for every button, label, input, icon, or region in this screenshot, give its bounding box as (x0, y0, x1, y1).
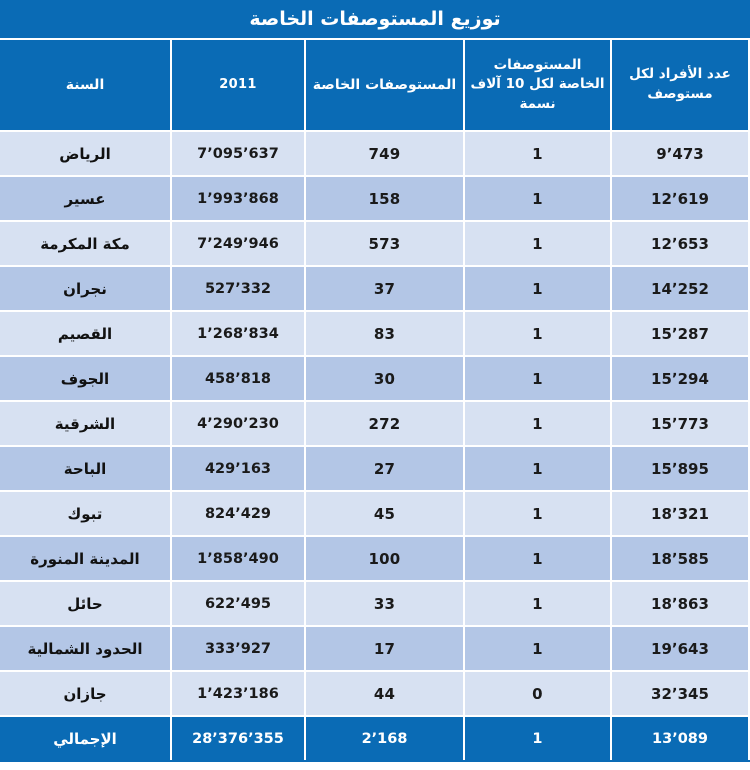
cell-individuals-per-clinic: 12٬619 (611, 176, 749, 221)
cell-clinics-per-10k: 1 (464, 311, 611, 356)
cell-clinics-per-10k: 1 (464, 356, 611, 401)
cell-clinics-per-10k: 1 (464, 176, 611, 221)
cell-region-name: الرياض (0, 131, 171, 176)
private-clinics-distribution-table (0, 38, 750, 762)
total-cell-private-clinics: 2٬168 (305, 716, 464, 761)
cell-individuals-per-clinic: 32٬345 (611, 671, 749, 716)
cell-individuals-per-clinic: 15٬895 (611, 446, 749, 491)
table-title: توزيع المستوصفات الخاصة (0, 0, 750, 38)
header-row (0, 39, 749, 131)
table-row (0, 401, 749, 446)
cell-population-2011: 4٬290٬230 (171, 401, 305, 446)
cell-population-2011: 527٬332 (171, 266, 305, 311)
cell-clinics-per-10k: 1 (464, 626, 611, 671)
table-row (0, 131, 749, 176)
cell-clinics-per-10k: 0 (464, 671, 611, 716)
column-header-private-clinics: المستوصفات الخاصة (305, 39, 464, 131)
cell-region-name: حائل (0, 581, 171, 626)
cell-individuals-per-clinic: 19٬643 (611, 626, 749, 671)
table-row (0, 446, 749, 491)
cell-individuals-per-clinic: 15٬294 (611, 356, 749, 401)
cell-private-clinics: 272 (305, 401, 464, 446)
cell-region-name: نجران (0, 266, 171, 311)
column-header-region: السنة (0, 39, 171, 131)
cell-population-2011: 1٬268٬834 (171, 311, 305, 356)
cell-region-name: الشرقية (0, 401, 171, 446)
column-header-clinics-per-10k: المستوصفات الخاصة لكل 10 آلاف نسمة (464, 39, 611, 131)
cell-clinics-per-10k: 1 (464, 446, 611, 491)
table-header (0, 39, 749, 131)
cell-clinics-per-10k: 1 (464, 131, 611, 176)
cell-population-2011: 7٬249٬946 (171, 221, 305, 266)
table-row (0, 671, 749, 716)
table-row (0, 266, 749, 311)
cell-clinics-per-10k: 1 (464, 581, 611, 626)
cell-population-2011: 458٬818 (171, 356, 305, 401)
cell-individuals-per-clinic: 15٬773 (611, 401, 749, 446)
cell-private-clinics: 573 (305, 221, 464, 266)
cell-region-name: القصيم (0, 311, 171, 356)
table-row (0, 536, 749, 581)
cell-population-2011: 1٬858٬490 (171, 536, 305, 581)
total-cell-clinics-per-10k: 1 (464, 716, 611, 761)
cell-region-name: المدينة المنورة (0, 536, 171, 581)
cell-private-clinics: 27 (305, 446, 464, 491)
total-cell-region-name: الإجمالي (0, 716, 171, 761)
cell-private-clinics: 158 (305, 176, 464, 221)
cell-clinics-per-10k: 1 (464, 536, 611, 581)
table-body (0, 131, 749, 761)
cell-region-name: عسير (0, 176, 171, 221)
cell-private-clinics: 17 (305, 626, 464, 671)
table-row (0, 176, 749, 221)
cell-region-name: تبوك (0, 491, 171, 536)
cell-individuals-per-clinic: 18٬321 (611, 491, 749, 536)
table-row (0, 491, 749, 536)
cell-clinics-per-10k: 1 (464, 266, 611, 311)
cell-private-clinics: 100 (305, 536, 464, 581)
cell-region-name: الجوف (0, 356, 171, 401)
total-cell-individuals-per-clinic: 13٬089 (611, 716, 749, 761)
cell-population-2011: 7٬095٬637 (171, 131, 305, 176)
cell-population-2011: 824٬429 (171, 491, 305, 536)
table-row (0, 356, 749, 401)
cell-private-clinics: 37 (305, 266, 464, 311)
cell-population-2011: 1٬993٬868 (171, 176, 305, 221)
cell-clinics-per-10k: 1 (464, 221, 611, 266)
cell-region-name: الباحة (0, 446, 171, 491)
cell-private-clinics: 33 (305, 581, 464, 626)
column-header-individuals-per-clinic: عدد الأفراد لكل مستوصف (611, 39, 749, 131)
table-row (0, 581, 749, 626)
table-row (0, 626, 749, 671)
column-header-population-2011: 2011 (171, 39, 305, 131)
table-row (0, 221, 749, 266)
table-row (0, 311, 749, 356)
cell-private-clinics: 30 (305, 356, 464, 401)
cell-clinics-per-10k: 1 (464, 401, 611, 446)
cell-individuals-per-clinic: 15٬287 (611, 311, 749, 356)
total-cell-population-2011: 28٬376٬355 (171, 716, 305, 761)
cell-individuals-per-clinic: 14٬252 (611, 266, 749, 311)
cell-private-clinics: 83 (305, 311, 464, 356)
cell-population-2011: 429٬163 (171, 446, 305, 491)
cell-population-2011: 333٬927 (171, 626, 305, 671)
cell-individuals-per-clinic: 18٬863 (611, 581, 749, 626)
cell-region-name: جازان (0, 671, 171, 716)
cell-clinics-per-10k: 1 (464, 491, 611, 536)
cell-individuals-per-clinic: 18٬585 (611, 536, 749, 581)
cell-population-2011: 1٬423٬186 (171, 671, 305, 716)
cell-private-clinics: 45 (305, 491, 464, 536)
cell-region-name: الحدود الشمالية (0, 626, 171, 671)
cell-private-clinics: 44 (305, 671, 464, 716)
cell-population-2011: 622٬495 (171, 581, 305, 626)
cell-individuals-per-clinic: 12٬653 (611, 221, 749, 266)
cell-private-clinics: 749 (305, 131, 464, 176)
cell-region-name: مكة المكرمة (0, 221, 171, 266)
table-total-row (0, 716, 749, 761)
cell-individuals-per-clinic: 9٬473 (611, 131, 749, 176)
